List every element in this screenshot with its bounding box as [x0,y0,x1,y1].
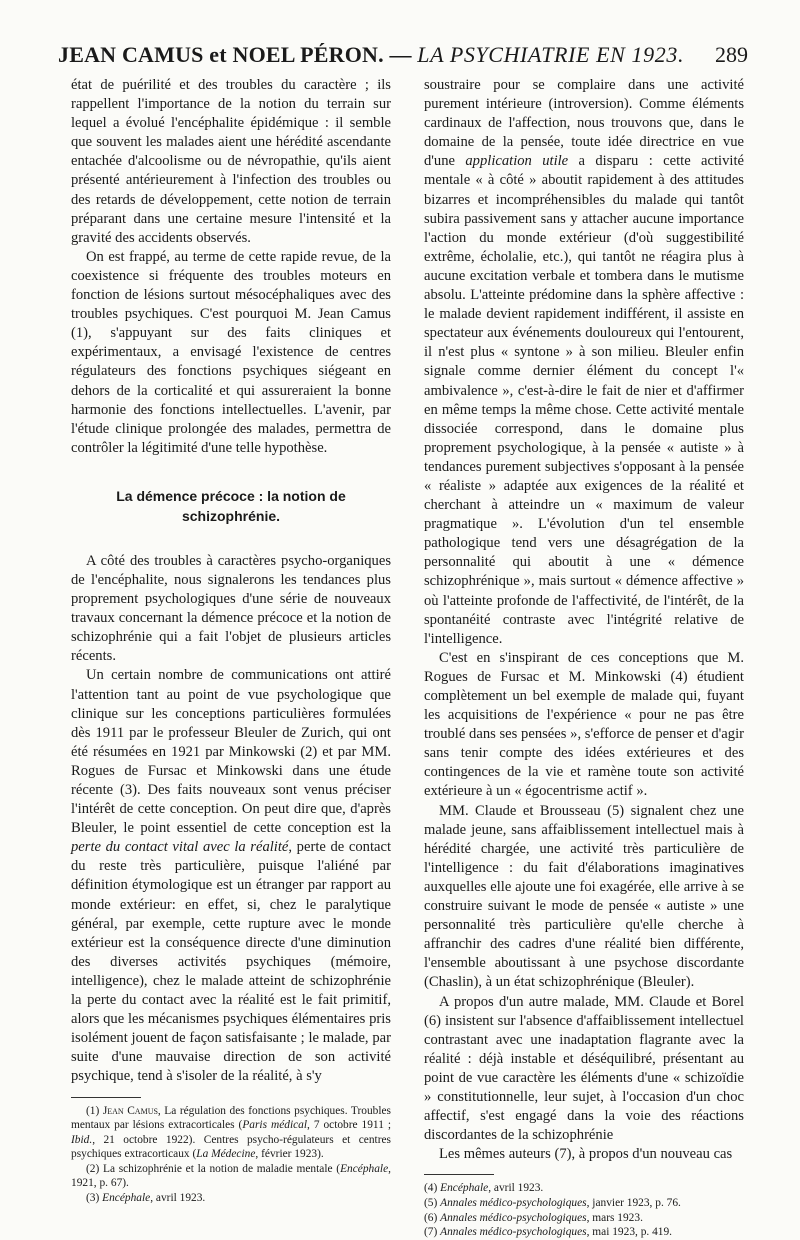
text-run: (7) [424,1226,441,1239]
paragraph: A propos d'un autre malade, MM. Claude et Borel (6) insistent sur l'absence d'affaiblissement intellectuel contrastant avec une inadaptation flagrante avec la réalité : déjà instable et déséquilibré, présentant au point de vue caractère les éléments d'une « schizoïdie » constitutionnelle, leur sujet, à l'occasion d'un choc affectif, s'est engagé dans la voie des réactions discordantes de la schizophrénie [424,993,744,1144]
emphasis: Paris médical [242,1119,308,1132]
paragraph: A côté des troubles à caractères psycho-organiques de l'encéphalite, nous signalerons les tendances plus proprement psychologiques d'une série de nouveaux travaux concernant la démence précoce et la notion de schizophrénie qui a fait l'objet de plusieurs articles récents. [71,552,391,665]
paragraph: état de puérilité et des troubles du caractère ; ils rappellent l'importance de la notion du terrain sur lequel a évolué l'encéphalite épidémique : il semble que souvent les malades aient une hérédité ascendante entachée d'alcoolisme ou de névropathie, qu'ils aient présenté antérieurement à l'infection des troubles ou des retards de développement, cette notion de terrain préparant dans une certaine mesure l'intensité et la gravité des accidents observés. [71,77,391,246]
text-run: , janvier 1923, p. 76. [586,1196,681,1209]
page-number: 289 [715,42,748,67]
text-run: Un certain nombre de communications ont attiré l'attention tant au point de vue psychologique que clinique sur les conceptions particulières formulées dès 1911 par le professeur Bleuler de Zurich, qui ont été résumées en 1921 par Minkowski (2) et par MM. Rogues de Fursac et Minkowski dans une étude récente (3). Des faits nouveaux sont venus préciser l'intérêt de cette conception. On peut dire que, d'après Bleuler, le point essentiel de cette conception est la [71,667,391,837]
text-run: (4) [424,1182,441,1195]
paragraph [424,76,744,649]
text-run: , avril 1923. [150,1192,206,1205]
text-run: (5) [424,1196,441,1209]
emphasis: Encéphale [440,1182,489,1195]
paragraph [71,666,391,1086]
emphasis: Ibid. [71,1133,93,1146]
emphasis: Annales médico-psychologiques [440,1211,587,1224]
paragraph: MM. Claude et Brousseau (5) signalent chez une malade jeune, sans affaiblissement intellectuel mais à hérédité chargée, une activité très particulière de l'intelligence : du fait d'élaborations imaginatives auxquelles elle ajoute une foi exagérée, elle arrive à se construire suivant le mode de pensée « autiste » une personnalité très particulière qu'elle cherche à affranchir des cadres d'une réalité bien différente, l'ensemble aboutissant à une psychose discordante (Chaslin), à un état schizophrénique (Bleuler). [424,802,744,991]
text-run: , La régulation des fonctions psychiques. Troubles mentaux par lésions extracorticales ( [71,1104,391,1132]
text-run: (6) [424,1211,441,1224]
text-run: soustraire pour se complaire dans une activité purement intérieure (introversion). Comme éléments cardinaux de l'affection, nous trouvons que, dans le domaine de la pensée, toute idée directrice en vue d'une [424,77,744,170]
paragraph: C'est en s'inspirant de ces conceptions que M. Rogues de Fursac et M. Minkowski (4) étudient complètement un bel exemple de malade qui, fuyant les acquisitions de l'expérience « pour ne pas être troublé dans ses pensées », s'efforce de penser et d'agir sans tenir compte des idées extérieures et des contingences de la vie et ramène toute son activité extérieure à un « égocentrisme actif ». [424,649,744,800]
text-run: (1) [86,1104,103,1117]
footnote-2 [71,1162,391,1191]
emphasis: Annales médico-psychologiques [440,1196,587,1209]
footnote-rule [71,1097,141,1098]
emphasis: perte du contact vital avec la réalité [71,839,289,856]
text-run: , mars 1923. [586,1211,643,1224]
text-run: , février 1923). [255,1148,324,1161]
footnote-7 [424,1225,744,1240]
text-run: (3) [86,1192,103,1205]
left-column [71,76,391,1206]
text-run: , 21 octobre 1922). Centres psycho-régulateurs et centres psychiques extracorticaux ( [71,1133,391,1161]
text-run: , mai 1923, p. 419. [586,1226,673,1239]
text-run: , perte de contact du reste très particulière, puisque l'aliéné par définition étymologique est un étranger par rapport au monde extérieur: en effet, si, chez le paralytique général, par exemple, cette rupture avec le monde extérieur est la conséquence directe d'une diminution des diverses activités psychiques (mémoire, intelligence), chez le malade atteint de schizophrénie la perte du contact avec la réalité est le fait primitif, alors que les mécanismes psychiques élémentaires pris isolément jouent de façon satisfaisante ; le malade, par suite d'une mauvaise direction de son activité psychique, tend à s'isoler de la réalité, à s'y [71,839,392,1085]
footnote-author: Jean Camus [102,1104,158,1117]
footnote-5 [424,1196,744,1211]
header-journal-title: LA PSYCHIATRIE EN 1923. [417,42,685,67]
text-run: (2) La schizophrénie et la notion de maladie mentale ( [86,1162,341,1175]
text-run: a disparu : cette activité mentale « à côté » aboutit rapidement à des attitudes bizarres et incompréhensibles du malade qui tantôt subira passivement sans y attacher aucune importance l'action du monde extérieur (d'où suggestibilité extrême, écholalie, etc.), qui tantôt ne réagira plus à aucune excitation verbale et tombera dans le mutisme absolu. L'atteinte prédomine dans la sphère affective : le malade devient rapidement indifférent, il assiste en spectateur aux événements douloureux qui l'entourent, il n'est plus « syntone » à son milieu. Bleuler enfin signale comme dernier élément du concept l'« ambivalence », c'est-à-dire le fait de nier et d'affirmer en même temps la même chose. Cette activité mentale dissociée correspond, dans le domaine plus proprement psychologique, à la pensée « autiste » à tendances purement subjectives s'opposant à la pensée « réaliste » adaptée aux exigences de la réalité et cherchant à atteindre un « maximum de valeur pragmatique ». L'évolution d'un tel ensemble pathologique tend vers une désagrégation de la personnalité qui aboutit à une « démence schizophrénique », mais surtout « démence affective » où l'atteinte profonde de l'affectivité, de l'intérêt, de la spontanéité contraste avec l'intégrité relative de l'intelligence. [424,153,744,647]
emphasis: Annales médico-psychologiques [440,1226,587,1239]
paragraph: Les mêmes auteurs (7), à propos d'un nouveau cas [439,1146,733,1163]
emphasis: Encéphale [340,1162,389,1175]
running-header [58,42,748,78]
emphasis: La Médecine [196,1148,256,1161]
footnote-rule [424,1174,494,1175]
right-column [424,76,744,1240]
footnote-4 [424,1181,744,1196]
section-heading: La démence précoce : la notion de schizophrénie. [116,487,346,524]
text-run: , 7 octobre 1911 ; [307,1119,391,1132]
text-run: , 1921, p. 67). [71,1162,391,1190]
footnote-3 [71,1191,391,1206]
paragraph: On est frappé, au terme de cette rapide revue, de la coexistence si fréquente des troubles moteurs en fonction de lésions surtout mésocéphaliques avec des troubles psychiques. C'est pourquoi M. Jean Camus (1), s'appuyant sur des faits cliniques et expérimentaux, a envisagé l'existence de centres régulateurs des fonctions psychiques siégeant en dehors de la corticalité et qui assureraient la bonne harmonie des fonctions intellectuelles. L'avenir, par l'étude clinique prolongée des malades, permettra de contrôler la légitimité d'une telle hypothèse. [71,248,391,456]
text-run: , avril 1923. [488,1182,544,1195]
emphasis: Encéphale [102,1192,151,1205]
emphasis: application utile [465,153,569,170]
header-authors: JEAN CAMUS et NOEL PÉRON. — [58,42,412,67]
footnote-6 [424,1211,744,1226]
footnote-1 [71,1104,391,1162]
